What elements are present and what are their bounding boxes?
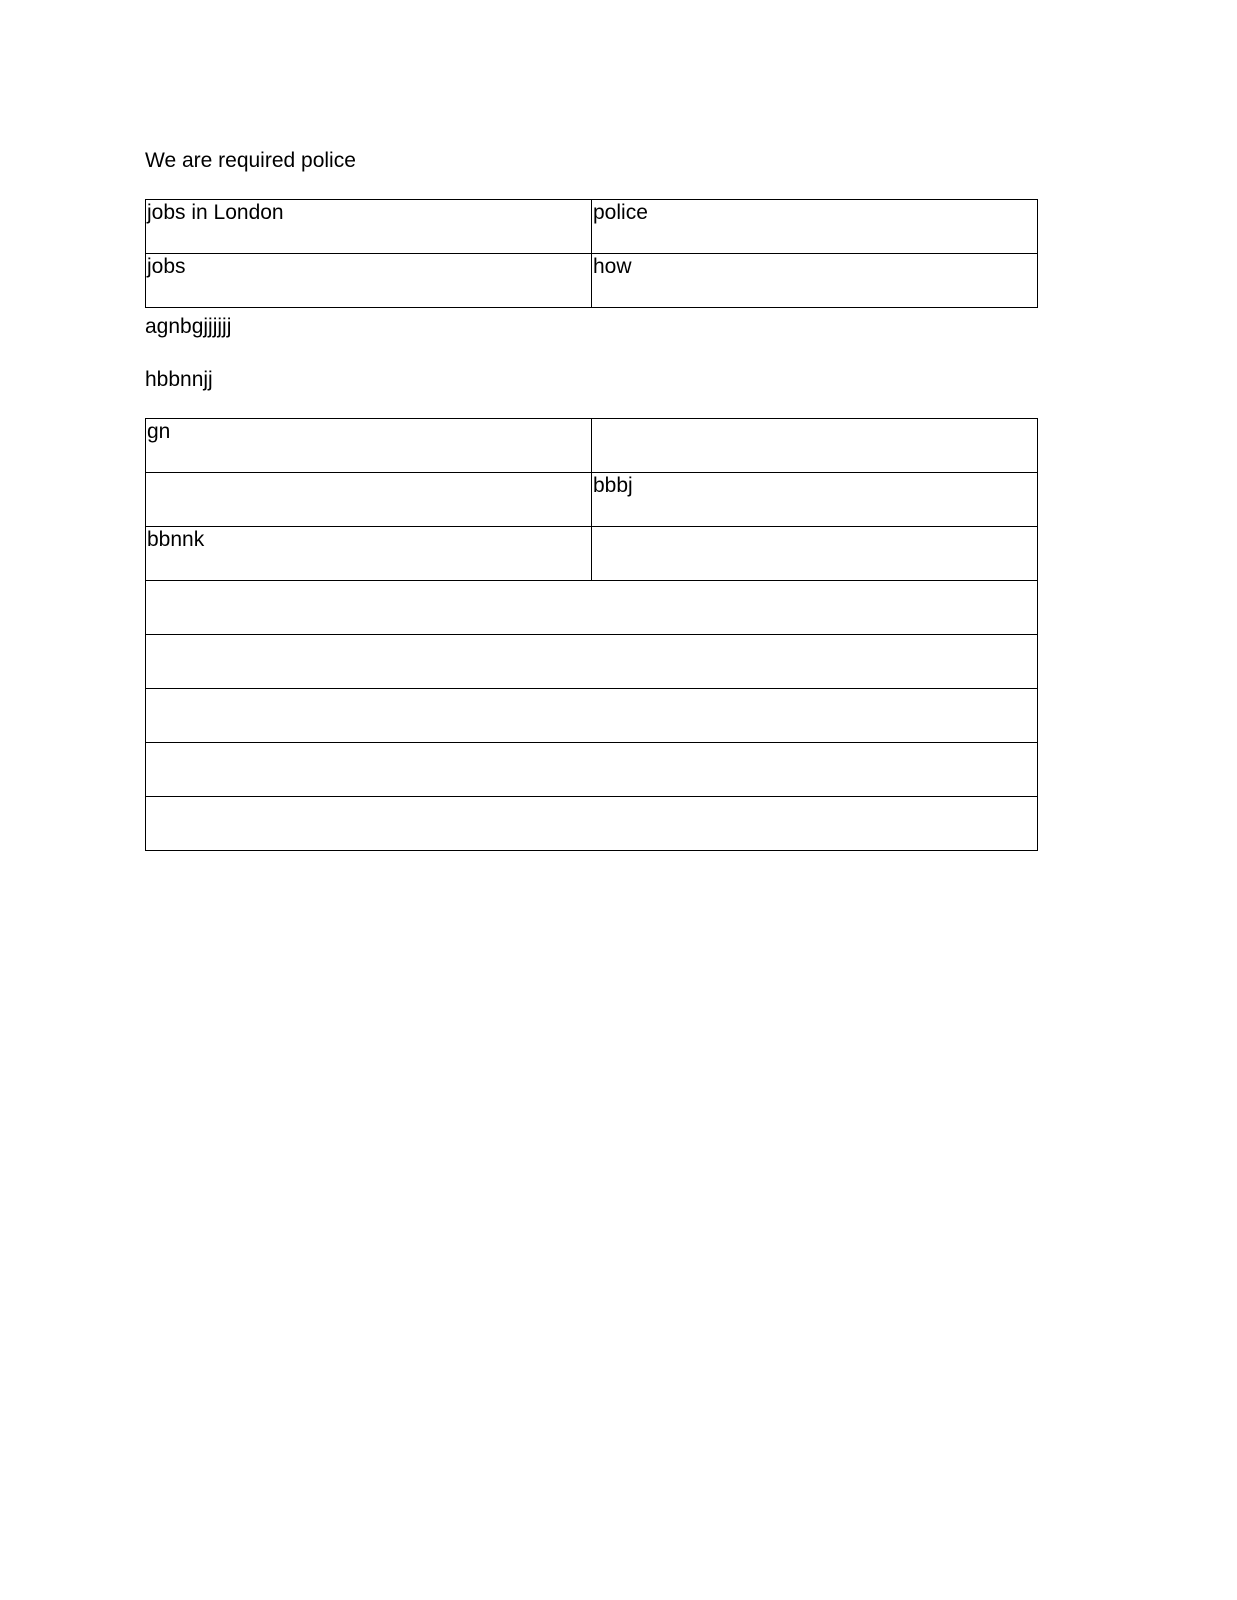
table-cell [592,527,1038,581]
table-cell: bbbj [592,473,1038,527]
paragraph: hbbnnjj [145,368,213,391]
table-cell [146,473,592,527]
table-cell-merged [146,581,1038,635]
table-cell: gn [146,419,592,473]
table-row [146,473,1038,527]
table-cell-merged [146,743,1038,797]
table-cell-merged [146,689,1038,743]
table-cell: jobs in London [146,200,592,254]
table-row [146,254,1038,308]
table-row [146,200,1038,254]
table-row [146,689,1038,743]
table-row [146,581,1038,635]
table-cell: how [592,254,1038,308]
table-row [146,743,1038,797]
table-cell-merged [146,635,1038,689]
table-cell-merged [146,797,1038,851]
table-row [146,527,1038,581]
table-cell: jobs [146,254,592,308]
paragraph: agnbgjjjjjj [145,315,232,338]
table-2 [145,418,1038,851]
table-1 [145,199,1038,308]
document-heading: We are required police [145,149,356,172]
table-row [146,635,1038,689]
table-cell [592,419,1038,473]
table-cell: bbnnk [146,527,592,581]
table-row [146,419,1038,473]
table-cell: police [592,200,1038,254]
table-row [146,797,1038,851]
